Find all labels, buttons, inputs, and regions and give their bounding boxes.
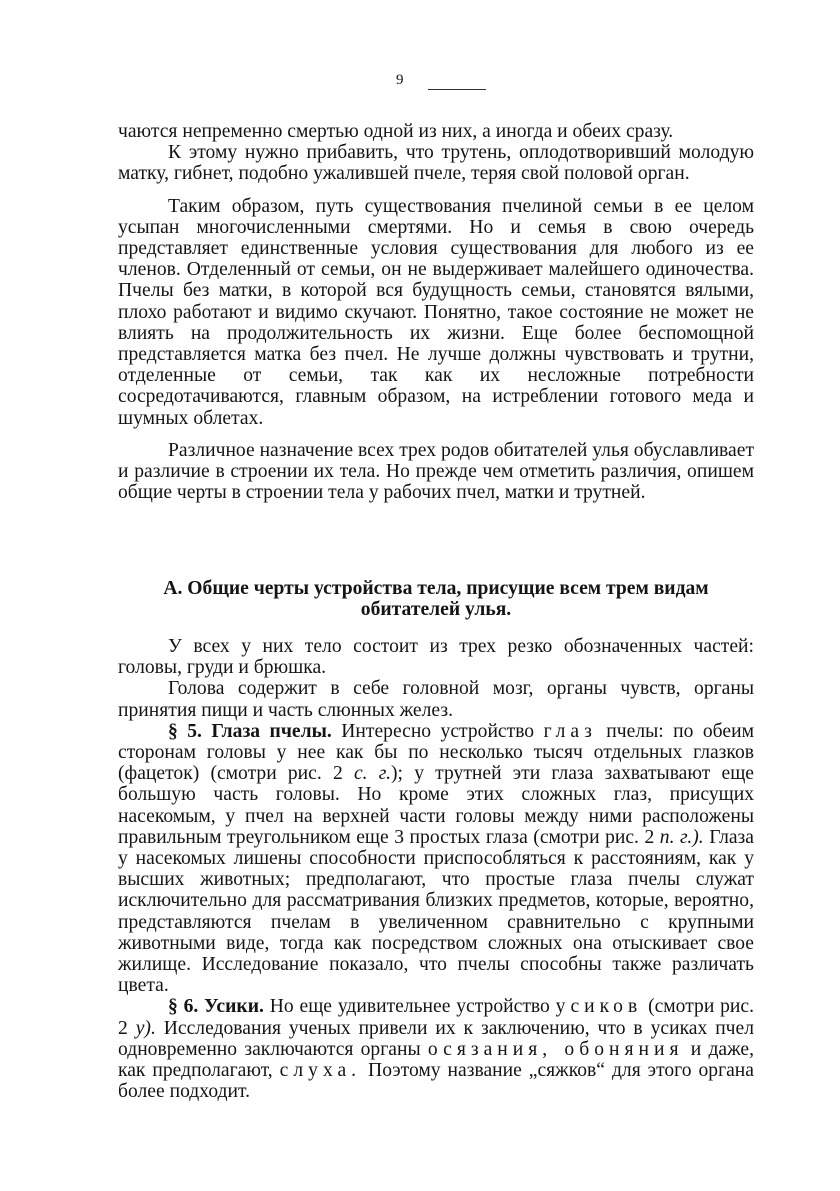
paragraph: У всех у них тело состоит из трех резко обозначенных частей: головы, груди и брюшка.	[118, 636, 754, 679]
emphasis: осязания, обоняния	[427, 1038, 684, 1060]
emphasis: усиков	[555, 996, 643, 1018]
paragraph: Таким образом, путь существования пчелиной семьи в ее целом усыпан многочисленными смертями. Но и семья в свою очередь представляет единственные условия существования для любого из ее членов. Отделенный от семьи, он не выдерживает малейшего одиночества. Пчелы без матки, в которой вся будущность семьи, становятся вялыми, плохо работают и видимо скучают. Понятно, такое состояние не может не влиять на продолжительность их жизни. Еще более беспомощной представляется матка без пчел. Не лучше должны чувствовать и трутни, отделенные от семьи, так как их несложные потребности сосредотачиваются, главным образом, на истреблении готового меда и шумных облетах.	[118, 195, 754, 429]
section-a	[118, 578, 754, 620]
body-top	[118, 121, 754, 503]
paragraph: Различное назначение всех трех родов обитателей улья обуславливает и различие в строении их тела. Но прежде чем отметить различия, опишем общие черты в строении тела у рабочих пчел, матки и трутней.	[118, 439, 755, 504]
subsection-heading: § 5. Глаза пчелы.	[168, 720, 332, 742]
header-rule	[428, 89, 486, 90]
page-number: 9	[396, 72, 404, 88]
subsection-heading: § 6. Усики.	[168, 996, 264, 1018]
spacer	[118, 185, 754, 196]
paragraph-sec5: § 5. Глаза пчелы. Интересно устройство глаз пчелы: по обеим сторонам головы у нее как бы по несколько тысяч отдельных глазков (фацеток) (смотри рис. 2 с. г.); у трутней эти глаза захватывают еще большую часть головы. Но кроме этих сложных глаз, присущих насекомым, у пчел на верхней части головы между ними расположены правильным треугольником еще 3 простых глаза (смотри рис. 2 п. г.). Глаза у насекомых лишены способности приспособляться к расстояниям, как у высших животных; предполагают, что простые глаза пчелы служат исключительно для рассматривания близких предметов, которые, вероятно, представляются пчелам в увеличенном сравнительно с крупными животными виде, тогда как посредством сложных она отыскивает свое жилище. Исследование показало, что пчелы способны также различать цвета.	[118, 720, 754, 997]
paragraph: К этому нужно прибавить, что трутень, оплодотворивший молодую матку, гибнет, подобно ужалившей пчеле, теряя свой половой орган.	[118, 142, 754, 185]
body-main	[118, 636, 754, 1102]
spacer	[118, 429, 754, 440]
emphasis: слуха.	[279, 1060, 362, 1082]
figure-ref: с. г.	[353, 763, 392, 785]
figure-ref: у).	[135, 1017, 156, 1039]
paragraph: чаются непременно смертью одной из них, а иногда и обеих сразу.	[118, 121, 674, 142]
paragraph: Голова содержит в себе головной мозг, органы чувств, органы принятия пищи и часть слюнных желез.	[118, 678, 754, 721]
section-heading: А. Общие черты устройства тела, присущие всем трем видам обитателей улья.	[163, 578, 709, 621]
paragraph-sec6: § 6. Усики. Но еще удивительнее устройство усиков (смотри рис. 2 у). Исследования ученых привели их к заключению, что в усиках пчел одновременно заключаются органы осязания, обоняния и даже, как предполагают, слуха. Поэтому название „сяжков“ для этого органа более подходит.	[118, 996, 755, 1103]
figure-ref: п. г.).	[659, 826, 704, 848]
emphasis: глаз	[543, 720, 597, 742]
